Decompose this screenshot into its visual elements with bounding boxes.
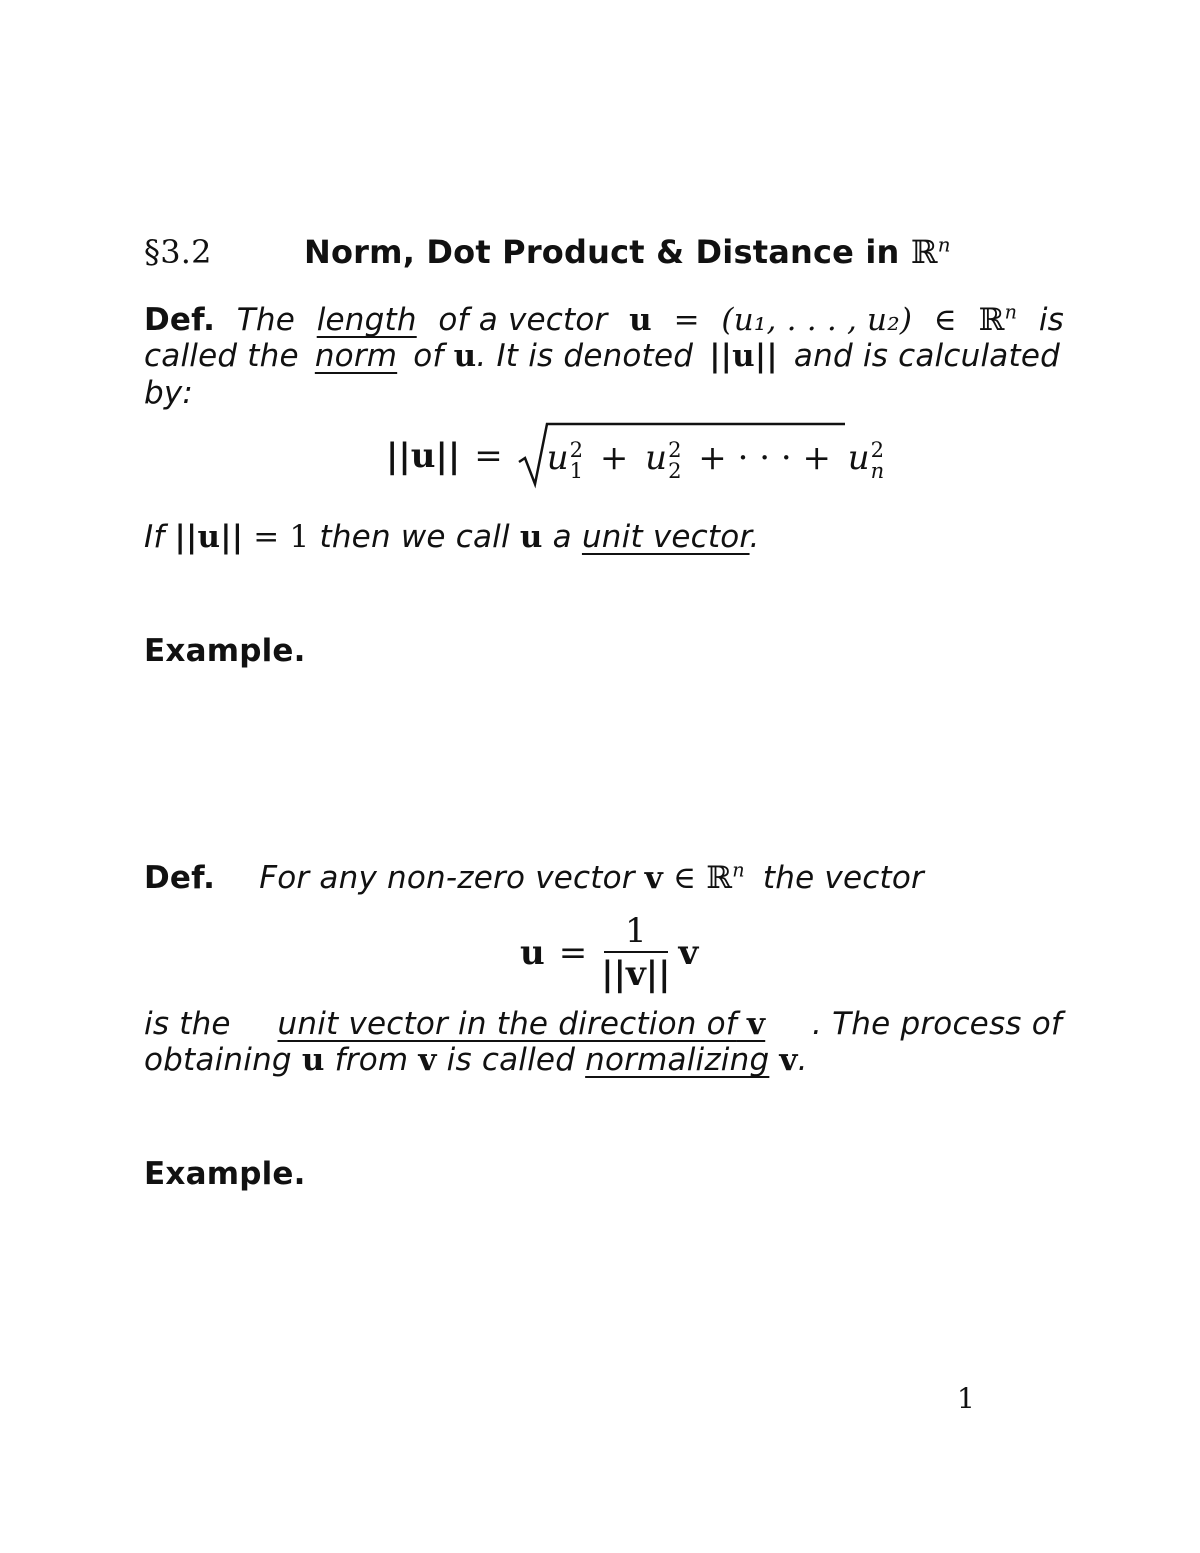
section-heading	[144, 234, 212, 270]
norm-lhs: ||u||	[386, 436, 461, 476]
def1-text: of	[413, 338, 444, 374]
section-number: §3.2	[144, 233, 212, 271]
term-u1: u	[546, 438, 569, 479]
def1-line2	[144, 338, 1060, 374]
plus-ellipsis: + · · · +	[698, 438, 831, 479]
def2-text: the vector	[762, 860, 924, 896]
radicand	[546, 437, 885, 484]
def2-text: is the	[144, 1006, 231, 1042]
exponent: 2	[668, 437, 682, 463]
equals-sign: =	[558, 933, 588, 973]
norm-notation: ||u||	[709, 338, 778, 374]
def1-line1	[144, 302, 1064, 338]
example-heading-2	[144, 1156, 306, 1192]
def2-line1	[144, 860, 924, 896]
exponent: 2	[870, 437, 885, 463]
vector-u: u	[301, 1042, 325, 1078]
denominator: ||v||	[601, 954, 671, 994]
example-label: Example.	[144, 633, 306, 669]
def2-label: Def.	[144, 860, 216, 896]
def1-line3	[144, 375, 193, 411]
unit-vector-line	[144, 519, 760, 555]
vector-u: u	[519, 519, 543, 555]
vector-u: u	[629, 302, 652, 338]
term-length: length	[316, 302, 417, 338]
def2-line3	[144, 1042, 808, 1078]
page-number	[957, 1382, 975, 1415]
def2-text: . The process of	[812, 1006, 1062, 1042]
example-heading-1	[144, 633, 306, 669]
def1-text: called the	[144, 338, 299, 374]
term-u2: u	[645, 438, 668, 479]
reals-symbol: ℝ	[978, 302, 1005, 338]
def2-text: is called	[446, 1042, 576, 1078]
term-unit-vector: unit vector	[581, 519, 750, 555]
square-root	[517, 434, 885, 484]
vector-v: v	[644, 860, 664, 896]
element-of-symbol: ∈	[933, 302, 957, 338]
fraction	[601, 911, 670, 995]
page-number-text: 1	[957, 1382, 975, 1415]
element-of-symbol: ∈	[673, 860, 697, 896]
subscript: n	[870, 458, 885, 484]
def2-text: For any non-zero vector	[259, 860, 635, 896]
numerator: 1	[625, 911, 647, 951]
def1-label: Def.	[144, 302, 216, 338]
subscript: 1	[569, 458, 584, 484]
unit-text: If	[144, 519, 165, 555]
vector-v: v	[779, 1042, 798, 1078]
equals-one: = 1	[253, 519, 310, 555]
equals-sign: =	[673, 302, 700, 338]
plus-sign: +	[599, 438, 629, 479]
reals-exponent: n	[732, 858, 745, 882]
vector-u: u	[453, 338, 477, 374]
section-title-text: Norm, Dot Product & Distance in	[304, 233, 900, 271]
term-normalizing: normalizing	[585, 1042, 770, 1078]
def1-text: The	[236, 302, 296, 338]
example-label: Example.	[144, 1156, 306, 1192]
def1-text: of a vector	[438, 302, 608, 338]
vector-v: v	[418, 1042, 437, 1078]
period: .	[797, 1042, 808, 1078]
def2-text: from	[334, 1042, 409, 1078]
unit-text: a	[552, 519, 572, 555]
def2-text: obtaining	[144, 1042, 292, 1078]
vector-u: u	[520, 933, 545, 973]
term-unit-direction: unit vector in the direction of	[277, 1006, 737, 1042]
vector-v: v	[747, 1006, 766, 1042]
term-un: u	[847, 438, 870, 479]
reals-exponent: n	[937, 233, 951, 257]
norm-formula	[386, 420, 884, 492]
equals-sign: =	[474, 436, 503, 476]
normalization-formula	[520, 908, 698, 998]
def1-text: by:	[144, 375, 194, 411]
vector-components: (u₁, . . . , u₂)	[721, 302, 913, 338]
subscript: 2	[668, 458, 682, 484]
reals-symbol: ℝ	[706, 860, 733, 896]
unit-text: then we call	[319, 519, 510, 555]
section-title	[304, 234, 951, 270]
def2-line2	[144, 1006, 1062, 1042]
def1-text: and is calculated	[793, 338, 1060, 374]
norm-notation: ||u||	[174, 519, 244, 555]
def1-text: is	[1038, 302, 1064, 338]
reals-exponent: n	[1004, 300, 1018, 324]
period: .	[749, 519, 760, 555]
reals-symbol: ℝ	[910, 233, 938, 271]
def1-text: . It is denoted	[476, 338, 694, 374]
term-norm: norm	[314, 338, 398, 374]
exponent: 2	[569, 437, 584, 463]
vector-v: v	[678, 933, 699, 973]
